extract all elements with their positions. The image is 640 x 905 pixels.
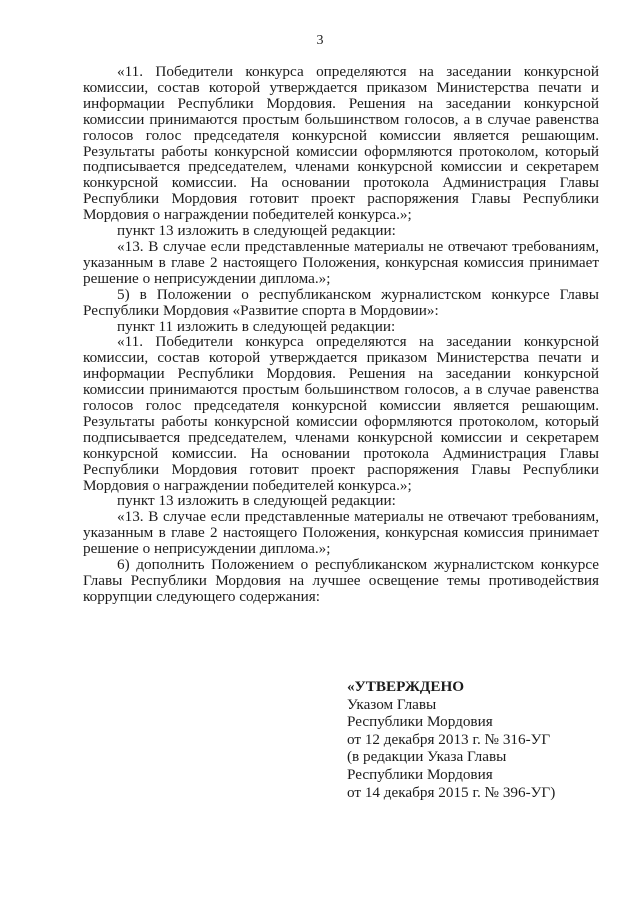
paragraph-point-13-intro: пункт 13 изложить в следующей редакции: [117, 222, 396, 240]
paragraph-point-11-text: «11. Победители конкурса определяются на заседании конкурсной комиссии, состав которой утверждается приказом Министерства печати и информации Республики Мордовия. Решения на заседании конкурсной комиссии принимаются простым большинством голосов, а в случае равенства голосов голос председателя конкурсной комиссии является решающим. Результаты работы конкурсной комиссии оформляются протоколом, который подписывается председателем, членами конкурсной комиссии и секретарем конкурсной комиссии. На основании протокола Администрация Главы Республики Мордовия готовит проект распоряжения Главы Республики Мордовия о награждении победителей конкурса.»; [83, 63, 599, 224]
paragraph-point-11-text-2: «11. Победители конкурса определяются на заседании конкурсной комиссии, состав которой утверждается приказом Министерства печати и информации Республики Мордовия. Решения на заседании конкурсной комиссии принимаются простым большинством голосов, а в случае равенства голосов голос председателя конкурсной комиссии является решающим. Результаты работы конкурсной комиссии оформляются протоколом, который подписывается председателем, членами конкурсной комиссии и секретарем конкурсной комиссии. На основании протокола Администрация Главы Республики Мордовия готовит проект распоряжения Главы Республики Мордовия о награждении победителей конкурса.»; [83, 333, 599, 494]
approval-line: (в редакции Указа Главы [347, 748, 507, 766]
approval-line: Указом Главы [347, 695, 437, 713]
paragraph-item-6: 6) дополнить Положением о республиканском журналистском конкурсе Главы Республики Мордовия на лучшее освещение темы противодействия коррупции следующего содержания: [83, 556, 599, 605]
approval-line: от 12 декабря 2013 г. № 316-УГ [347, 730, 551, 748]
approval-line: Республики Мордовия [347, 713, 493, 731]
paragraph-point-13-intro-2: пункт 13 изложить в следующей редакции: [117, 492, 396, 510]
approval-heading: «УТВЕРЖДЕНО [347, 678, 465, 695]
paragraph-point-13-text-2: «13. В случае если представленные материалы не отвечают требованиям, указанным в главе 2 настоящего Положения, конкурсная комиссия принимает решение о неприсуждении диплома.»; [83, 508, 599, 558]
paragraph-point-11-intro: пункт 11 изложить в следующей редакции: [117, 317, 396, 335]
paragraph-point-13-text: «13. В случае если представленные материалы не отвечают требованиям, указанным в главе 2 настоящего Положения, конкурсная комиссия принимает решение о неприсуждении диплома.»; [83, 237, 599, 287]
approval-block [347, 678, 607, 801]
approval-line: Республики Мордовия [347, 765, 493, 783]
page-number: 3 [316, 33, 324, 48]
paragraph-item-5: 5) в Положении о республиканском журналистском конкурсе Главы Республики Мордовия «Развитие спорта в Мордовии»: [83, 285, 599, 319]
document-body [83, 64, 599, 605]
approval-line: от 14 декабря 2015 г. № 396-УГ) [347, 783, 556, 801]
